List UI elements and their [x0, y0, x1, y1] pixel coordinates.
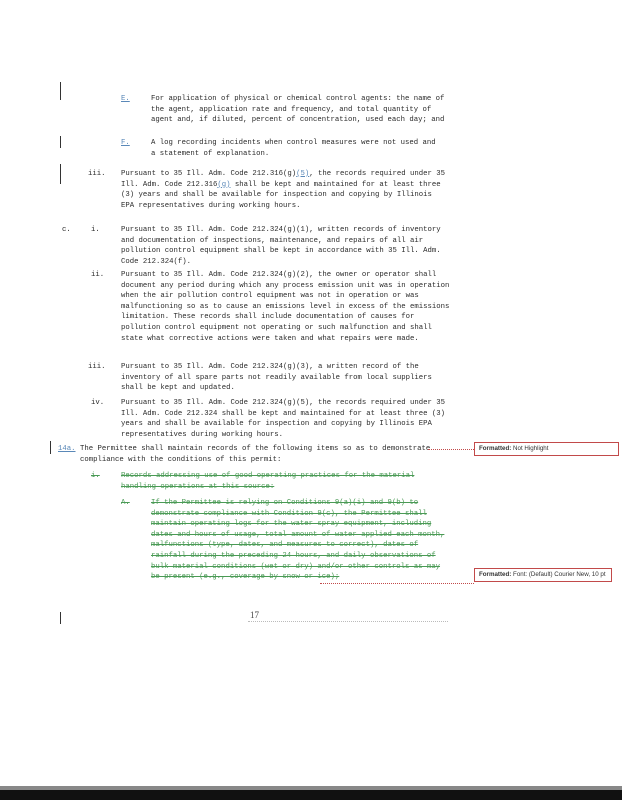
comment-label: Formatted: [479, 445, 512, 452]
item-text [121, 169, 446, 211]
item-text-part: , the records required under 35 Ill. Adm. Code 212.316 [121, 170, 446, 189]
item-text-part: shall be kept and maintained for at least three (3) years and shall be available for inspection and copying by Illinois EPA representatives during working hours. [121, 180, 441, 210]
comment-connector [428, 449, 474, 450]
item-text: Pursuant to 35 Ill. Adm. Code 212.324(g)(5), the records required under 35 Ill. Adm. Code 212.324 shall be kept and maintained for at least three (3) years and shall be available for inspection and copying by Illinois EPA representatives during working hours. [121, 399, 446, 439]
comment-balloon[interactable] [474, 442, 619, 456]
comment-text: Font: (Default) Courier New, 10 pt [513, 571, 606, 578]
deleted-text: Records addressing use of good operating practices for the material handling operations at this source: [121, 472, 415, 491]
change-bar [60, 82, 61, 100]
change-bar [60, 164, 61, 184]
paragraph-text: The Permittee shall maintain records of the following items so as to demonstrate compliance with the conditions of this permit: [80, 445, 431, 464]
comment-balloon[interactable] [474, 568, 612, 582]
deleted-marker: i. [91, 472, 100, 480]
item-text: A log recording incidents when control measures were not used and a statement of explanation. [151, 139, 436, 158]
item-marker: ii. [91, 271, 105, 279]
change-bar [60, 136, 61, 148]
comment-text: Not Highlight [513, 445, 549, 452]
change-bar [60, 612, 61, 624]
paragraph-marker: 14a. [58, 445, 76, 453]
scan-edge [0, 790, 622, 800]
comment-label: Formatted: [479, 571, 512, 578]
item-marker: F. [121, 139, 130, 147]
item-text: For application of physical or chemical control agents: the name of the agent, application rate and frequency, and total quantity of agent and, if diluted, percent of concentration, used each day; and [151, 95, 445, 125]
item-marker: E. [121, 95, 130, 103]
page-number: 17 [250, 610, 259, 620]
changed-reference: (g) [217, 180, 231, 189]
item-marker: i. [91, 226, 100, 234]
item-marker: iv. [91, 399, 105, 407]
item-text: Pursuant to 35 Ill. Adm. Code 212.324(g)(1), written records of inventory and documentation of inspections, maintenance, and repairs of all air pollution control equipment shall be kept in accordance with 35 Ill. Adm. Code 212.324(f). [121, 226, 441, 266]
item-marker: iii. [88, 170, 106, 178]
page-number-underline [248, 621, 448, 622]
item-text-part: Pursuant to 35 Ill. Adm. Code 212.316(g) [121, 170, 297, 178]
change-bar [50, 441, 51, 454]
section-marker: c. [62, 226, 71, 234]
item-text: Pursuant to 35 Ill. Adm. Code 212.324(g)(3), a written record of the inventory of all spare parts not readily available from local suppliers shall be kept and updated. [121, 363, 432, 393]
deleted-text: If the Permittee is relying on Conditions 9(a)(i) and 9(b) to demonstrate compliance with Condition 9(c), the Permittee shall maintain operating logs for the water spray equipment, including dates and hours of usage, total amount of water applied each month, malfunctions (type, dates, and measures to correct), dates of rainfall during the preceding 24 hours, and daily observations of bulk material conditions (wet or dry) and/or other controls as may be present (e.g., coverage by snow or ice); [151, 499, 445, 582]
item-marker: iii. [88, 363, 106, 371]
deleted-marker: A. [121, 499, 130, 507]
comment-connector [320, 583, 474, 584]
changed-reference: (5) [296, 170, 310, 178]
item-text: Pursuant to 35 Ill. Adm. Code 212.324(g)(2), the owner or operator shall document any period during which any process emission unit was in operation when the air pollution control equipment was not in operation or was malfunctioning so as to cause an emissions level in excess of the emissions limitation. These records shall include documentation of causes for pollution control equipment not operating or such malfunction and shall state what corrective actions were taken and what repairs were made. [121, 271, 450, 343]
